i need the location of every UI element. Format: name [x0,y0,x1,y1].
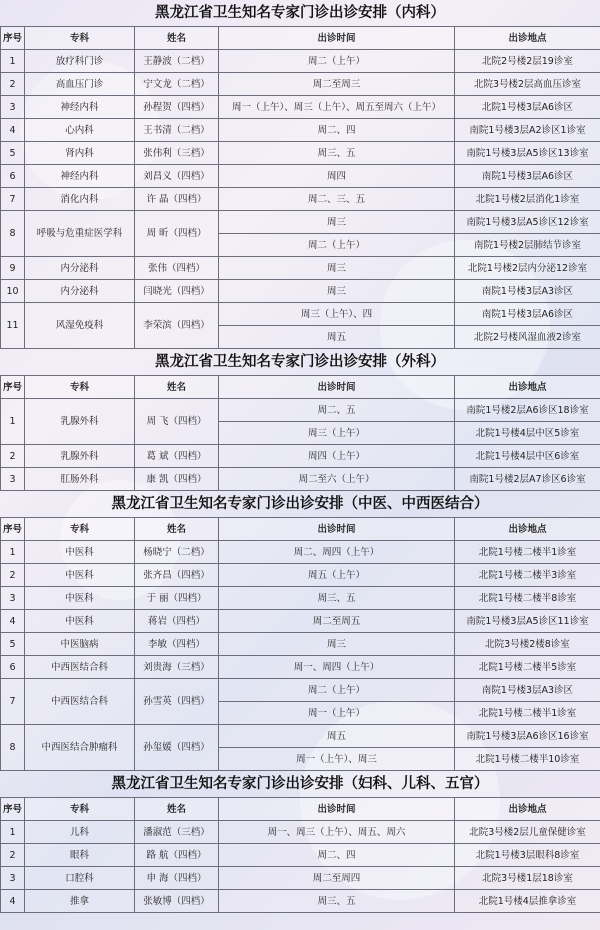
dept-header: 专科 [25,27,135,50]
clinic-time-cell: 周二至六（上午） [219,468,455,491]
doctor-name-cell: 孙玺媛（四档） [135,725,219,771]
header-row [1,27,600,50]
clinic-location-cell: 南院1号楼3层A5诊区13诊室 [455,142,600,165]
clinic-time-cell: 周二、四 [219,844,455,867]
row-number: 7 [1,188,25,211]
doctor-name-cell: 刘昌义（四档） [135,165,219,188]
clinic-time-cell: 周五 [219,725,455,748]
doctor-name-cell: 周 飞（四档） [135,399,219,445]
doctor-name-cell: 张伟（四档） [135,257,219,280]
department-cell: 中医科 [25,610,135,633]
clinic-location-cell: 南院1号楼3层A5诊区11诊室 [455,610,600,633]
clinic-location-cell: 南院1号楼3层A3诊区 [455,679,600,702]
header-row [1,798,600,821]
section-title: 黑龙江省卫生知名专家门诊出诊安排（妇科、儿科、五官） [111,776,489,792]
doctor-name-cell: 张敏博（四档） [135,890,219,913]
name-header: 姓名 [135,27,219,50]
clinic-time-cell: 周二（上午） [219,679,455,702]
schedule-table [0,26,600,349]
table-row [1,399,600,422]
table-row [1,656,600,679]
dept-header: 专科 [25,376,135,399]
clinic-time-cell: 周二至周三 [219,73,455,96]
table-row [1,119,600,142]
clinic-location-cell: 北院2号楼2层19诊室 [455,50,600,73]
clinic-location-cell: 北院1号楼二楼半8诊室 [455,587,600,610]
clinic-location-cell: 北院1号楼二楼半10诊室 [455,748,600,771]
clinic-location-cell: 南院1号楼2层肺结节诊室 [455,234,600,257]
clinic-time-cell: 周三、五 [219,587,455,610]
row-number: 5 [1,142,25,165]
department-cell: 神经内科 [25,96,135,119]
table-row [1,541,600,564]
department-cell: 心内科 [25,119,135,142]
row-number: 3 [1,587,25,610]
section-title: 黑龙江省卫生知名专家门诊出诊安排（中医、中西医结合） [111,496,489,512]
clinic-location-cell: 南院1号楼3层A6诊区16诊室 [455,725,600,748]
table-row [1,280,600,303]
clinic-location-cell: 北院1号楼4层中区6诊室 [455,445,600,468]
clinic-location-cell: 北院1号楼2层消化1诊室 [455,188,600,211]
department-cell: 肾内科 [25,142,135,165]
section-title: 黑龙江省卫生知名专家门诊出诊安排（内科） [155,5,445,21]
clinic-location-cell: 北院3号楼2楼8诊室 [455,633,600,656]
table-row [1,445,600,468]
row-number: 8 [1,725,25,771]
doctor-name-cell: 许 晶（四档） [135,188,219,211]
clinic-time-cell: 周四（上午） [219,445,455,468]
time-header: 出诊时间 [219,376,455,399]
row-number: 2 [1,445,25,468]
doctor-name-cell: 康 凯（四档） [135,468,219,491]
department-cell: 中西医结合科 [25,679,135,725]
clinic-location-cell: 南院1号楼2层A6诊区18诊室 [455,399,600,422]
table-row [1,633,600,656]
clinic-location-cell: 北院1号楼3层A6诊区 [455,96,600,119]
department-cell: 中医科 [25,587,135,610]
doctor-name-cell: 刘贵海（三档） [135,656,219,679]
clinic-time-cell: 周一、周四（上午） [219,656,455,679]
clinic-location-cell: 北院3号楼2层儿童保健诊室 [455,821,600,844]
table-row [1,73,600,96]
clinic-location-cell: 南院1号楼3层A2诊区1诊室 [455,119,600,142]
department-cell: 消化内科 [25,188,135,211]
doctor-name-cell: 申 海（四档） [135,867,219,890]
doctor-name-cell: 蒋岩（四档） [135,610,219,633]
table-row [1,211,600,234]
time-header: 出诊时间 [219,798,455,821]
no-header: 序号 [1,376,25,399]
clinic-time-cell: 周三 [219,211,455,234]
department-cell: 风湿免疫科 [25,303,135,349]
department-cell: 高血压门诊 [25,73,135,96]
clinic-time-cell: 周一、周三（上午）、周五、周六 [219,821,455,844]
table-row [1,257,600,280]
table-row [1,165,600,188]
row-number: 3 [1,468,25,491]
clinic-location-cell: 北院1号楼二楼半3诊室 [455,564,600,587]
row-number: 1 [1,821,25,844]
table-row [1,844,600,867]
clinic-location-cell: 南院1号楼3层A3诊区 [455,280,600,303]
header-row [1,376,600,399]
header-row [1,518,600,541]
row-number: 6 [1,656,25,679]
department-cell: 儿科 [25,821,135,844]
place-header: 出诊地点 [455,376,600,399]
doctor-name-cell: 宁文龙（二档） [135,73,219,96]
department-cell: 内分泌科 [25,280,135,303]
doctor-name-cell: 路 航（四档） [135,844,219,867]
no-header: 序号 [1,27,25,50]
row-number: 4 [1,610,25,633]
clinic-location-cell: 北院3号楼1层18诊室 [455,867,600,890]
clinic-time-cell: 周三（上午） [219,422,455,445]
doctor-name-cell: 杨晓宁（二档） [135,541,219,564]
name-header: 姓名 [135,376,219,399]
clinic-time-cell: 周四 [219,165,455,188]
table-row [1,96,600,119]
clinic-location-cell: 南院1号楼3层A6诊区 [455,303,600,326]
row-number: 4 [1,890,25,913]
doctor-name-cell: 李敏（四档） [135,633,219,656]
clinic-time-cell: 周二至周四 [219,867,455,890]
clinic-time-cell: 周一（上午）、周三 [219,748,455,771]
department-cell: 中医科 [25,541,135,564]
clinic-location-cell: 南院1号楼2层A7诊区6诊室 [455,468,600,491]
table-row [1,587,600,610]
dept-header: 专科 [25,518,135,541]
doctor-name-cell: 孙程贺（四档） [135,96,219,119]
table-row [1,468,600,491]
row-number: 9 [1,257,25,280]
doctor-name-cell: 李荣滨（四档） [135,303,219,349]
table-row [1,303,600,326]
clinic-time-cell: 周二至周五 [219,610,455,633]
department-cell: 中西医结合科 [25,656,135,679]
table-row [1,867,600,890]
table-row [1,564,600,587]
department-cell: 肛肠外科 [25,468,135,491]
schedule-table [0,517,600,771]
clinic-time-cell: 周三、五 [219,890,455,913]
clinic-time-cell: 周二、周四（上午） [219,541,455,564]
department-cell: 乳腺外科 [25,445,135,468]
doctor-name-cell: 孙雪英（四档） [135,679,219,725]
time-header: 出诊时间 [219,518,455,541]
clinic-location-cell: 北院1号楼4层推拿诊室 [455,890,600,913]
clinic-time-cell: 周二、三、五 [219,188,455,211]
clinic-time-cell: 周五 [219,326,455,349]
clinic-time-cell: 周三、五 [219,142,455,165]
department-cell: 神经内科 [25,165,135,188]
no-header: 序号 [1,518,25,541]
row-number: 1 [1,399,25,445]
clinic-time-cell: 周五（上午） [219,564,455,587]
doctor-name-cell: 周 昕（四档） [135,211,219,257]
department-cell: 推拿 [25,890,135,913]
dept-header: 专科 [25,798,135,821]
row-number: 4 [1,119,25,142]
row-number: 3 [1,867,25,890]
clinic-location-cell: 北院3号楼2层高血压诊室 [455,73,600,96]
row-number: 11 [1,303,25,349]
doctor-name-cell: 王书清（二档） [135,119,219,142]
row-number: 2 [1,564,25,587]
schedule-table [0,797,600,913]
table-row [1,50,600,73]
clinic-time-cell: 周二（上午） [219,50,455,73]
row-number: 8 [1,211,25,257]
row-number: 2 [1,73,25,96]
place-header: 出诊地点 [455,798,600,821]
table-row [1,610,600,633]
department-cell: 放疗科门诊 [25,50,135,73]
doctor-name-cell: 闫晓光（四档） [135,280,219,303]
clinic-location-cell: 南院1号楼3层A6诊区 [455,165,600,188]
row-number: 3 [1,96,25,119]
clinic-location-cell: 北院1号楼2层内分泌12诊室 [455,257,600,280]
row-number: 1 [1,541,25,564]
table-row [1,142,600,165]
clinic-location-cell: 南院1号楼3层A5诊区12诊室 [455,211,600,234]
clinic-time-cell: 周三 [219,633,455,656]
table-row [1,821,600,844]
row-number: 5 [1,633,25,656]
clinic-time-cell: 周三 [219,280,455,303]
clinic-time-cell: 周一（上午） [219,702,455,725]
clinic-time-cell: 周二、四 [219,119,455,142]
table-row [1,890,600,913]
table-row [1,679,600,702]
row-number: 6 [1,165,25,188]
time-header: 出诊时间 [219,27,455,50]
clinic-time-cell: 周二、五 [219,399,455,422]
name-header: 姓名 [135,518,219,541]
row-number: 10 [1,280,25,303]
department-cell: 内分泌科 [25,257,135,280]
clinic-time-cell: 周一（上午）、周三（上午）、周五至周六（上午） [219,96,455,119]
clinic-location-cell: 北院1号楼3层眼科8诊室 [455,844,600,867]
place-header: 出诊地点 [455,518,600,541]
no-header: 序号 [1,798,25,821]
clinic-location-cell: 北院1号楼二楼半5诊室 [455,656,600,679]
clinic-time-cell: 周三 [219,257,455,280]
clinic-location-cell: 北院1号楼4层中区5诊室 [455,422,600,445]
department-cell: 中医脑病 [25,633,135,656]
doctor-name-cell: 于 丽（四档） [135,587,219,610]
department-cell: 眼科 [25,844,135,867]
department-cell: 口腔科 [25,867,135,890]
clinic-time-cell: 周二（上午） [219,234,455,257]
doctor-name-cell: 张伟利（三档） [135,142,219,165]
clinic-location-cell: 北院1号楼二楼半1诊室 [455,702,600,725]
name-header: 姓名 [135,798,219,821]
doctor-name-cell: 葛 斌（四档） [135,445,219,468]
table-row [1,725,600,748]
place-header: 出诊地点 [455,27,600,50]
section-title: 黑龙江省卫生知名专家门诊出诊安排（外科） [155,354,445,370]
clinic-time-cell: 周三（上午）、四 [219,303,455,326]
doctor-name-cell: 王静波（二档） [135,50,219,73]
clinic-location-cell: 北院2号楼风湿血液2诊室 [455,326,600,349]
row-number: 2 [1,844,25,867]
department-cell: 中西医结合肿瘤科 [25,725,135,771]
department-cell: 乳腺外科 [25,399,135,445]
schedule-table [0,375,600,491]
row-number: 7 [1,679,25,725]
clinic-location-cell: 北院1号楼二楼半1诊室 [455,541,600,564]
doctor-name-cell: 张齐昌（四档） [135,564,219,587]
doctor-name-cell: 潘淑范（三档） [135,821,219,844]
department-cell: 中医科 [25,564,135,587]
row-number: 1 [1,50,25,73]
table-row [1,188,600,211]
department-cell: 呼吸与危重症医学科 [25,211,135,257]
